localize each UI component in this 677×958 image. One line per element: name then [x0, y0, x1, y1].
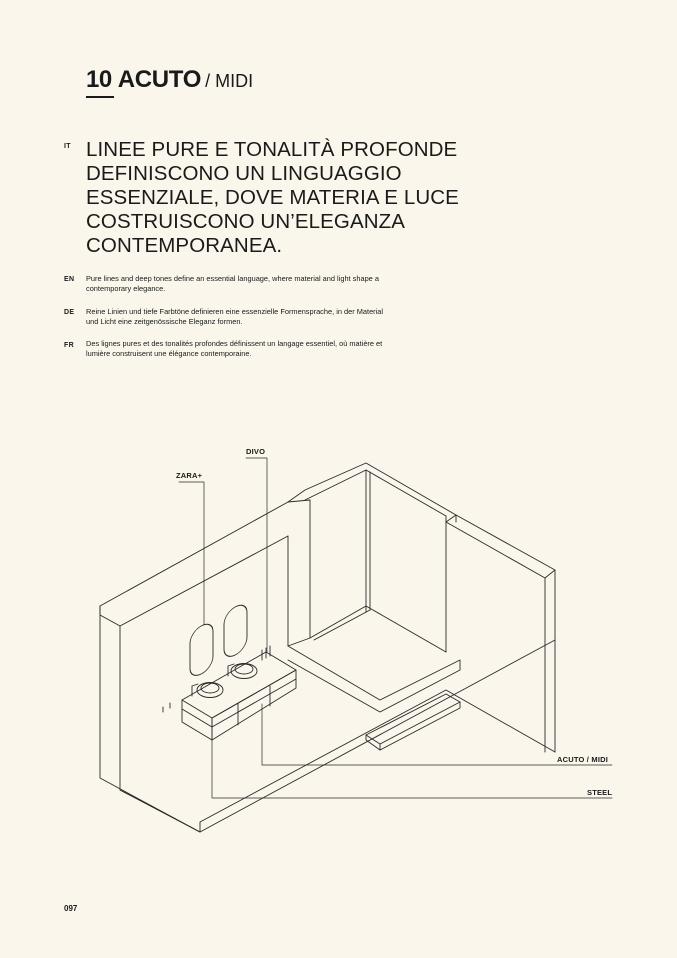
shower-tray — [288, 646, 460, 712]
back-wall-top — [288, 463, 456, 522]
floor-edge — [200, 690, 555, 832]
left-wall-top — [100, 502, 288, 615]
collection-subtitle: / MIDI — [205, 71, 254, 91]
page-number: 097 — [64, 904, 78, 913]
callout-divo: DIVO — [246, 447, 266, 456]
lang-code-fr: FR — [64, 342, 74, 349]
lang-code-de: DE — [64, 309, 75, 316]
callout-zara: ZARA+ — [176, 471, 203, 480]
callout-steel: STEEL — [587, 788, 613, 797]
collection-name: ACUTO — [117, 66, 202, 93]
lang-code-en: EN — [64, 276, 75, 283]
right-wall — [446, 515, 555, 752]
left-wall-front — [100, 606, 200, 832]
callout-acuto-midi: ACUTO / MIDI — [557, 755, 609, 764]
lang-code-it: IT — [64, 143, 71, 150]
headline-it: LINEE PURE E TONALITÀ PROFONDE DEFINISCONO UN LINGUAGGIO ESSENZIALE, DOVE MATERIA E LUCE COSTRUISCONO UN’ELEGANZA CONTEMPORANEA. — [86, 138, 459, 257]
paragraph-de: Reine Linien und tiefe Farbtöne definieren eine essenzielle Formensprache, in der Material und Licht eine zeitgenössische Eleganz formen. — [86, 307, 384, 326]
paragraph-fr: Des lignes pures et des tonalités profondes définissent un langage essentiel, où matière et lumière construisent une élégance contemporaine. — [86, 339, 383, 358]
floor-step — [366, 694, 460, 744]
paragraph-en: Pure lines and deep tones define an essential language, where material and light shape a contemporary elegance. — [86, 274, 379, 293]
basins — [197, 664, 257, 698]
collection-number: 10 — [86, 66, 112, 93]
